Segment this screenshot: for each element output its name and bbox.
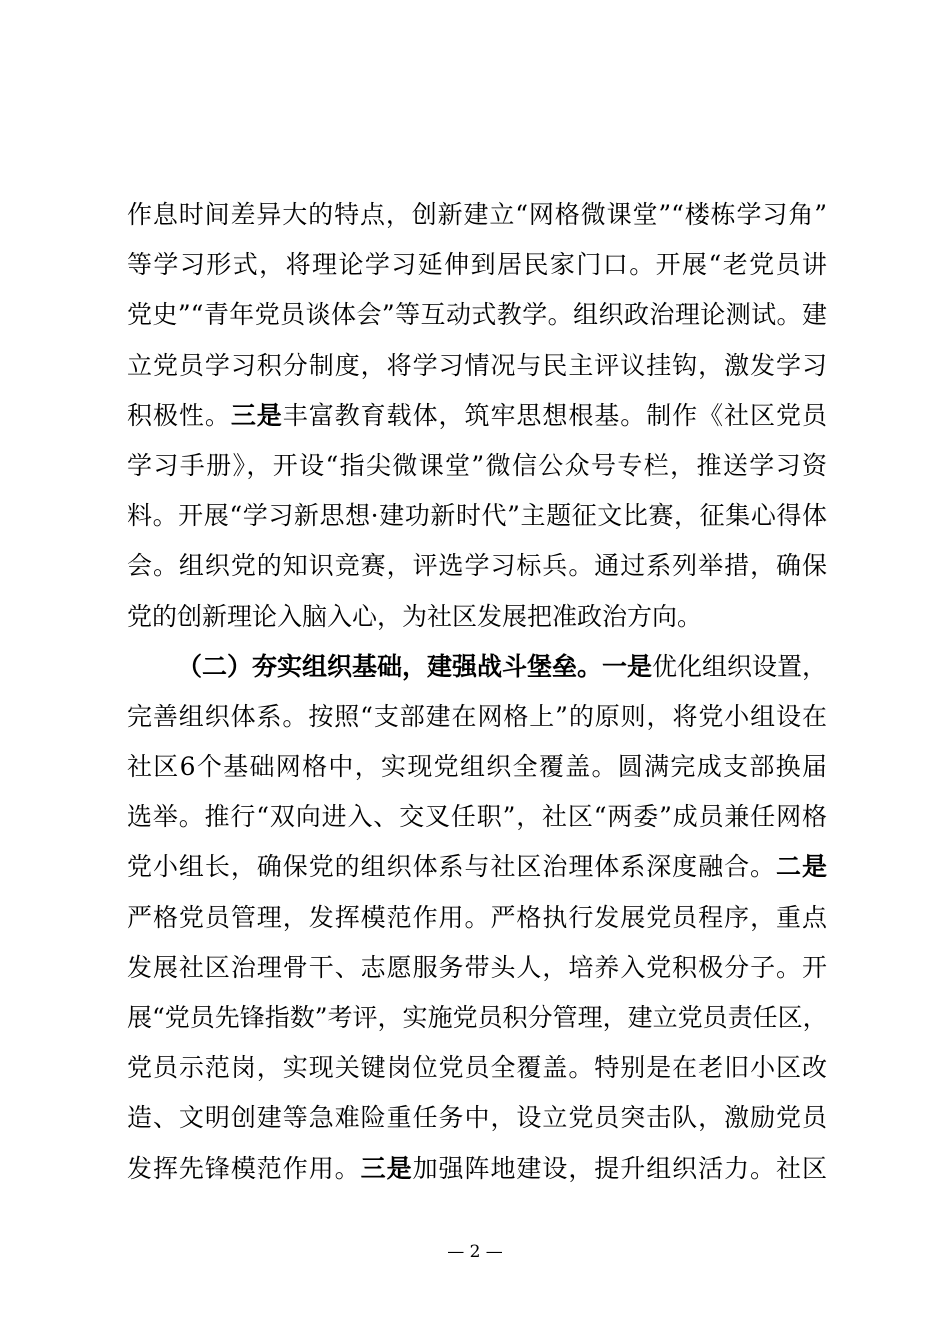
- body-text: 积极性。: [127, 400, 231, 430]
- body-line: 党员示范岗，实现关键岗位党员全覆盖。特别是在老旧小区改: [127, 1053, 827, 1083]
- section-heading-line: [127, 642, 827, 692]
- body-line: 选举。推行“双向进入、交叉任职”，社区“两委”成员兼任网格: [127, 802, 827, 832]
- body-line: 料。开展“学习新思想·建功新时代”主题征文比赛，征集心得体: [127, 501, 827, 531]
- body-line: 党的创新理论入脑入心，为社区发展把准政治方向。: [127, 601, 703, 631]
- body-line: 学习手册》，开设“指尖微课堂”微信公众号专栏，推送学习资: [127, 450, 827, 480]
- document-body: [127, 190, 827, 1194]
- body-text: 丰富教育载体，筑牢思想根基。制作《社区党员: [282, 400, 827, 430]
- section-heading: （二）夯实组织基础，建强战斗堡垒。: [177, 651, 603, 681]
- body-line: 党史”“青年党员谈体会”等互动式教学。组织政治理论测试。建: [127, 300, 827, 330]
- body-line: 完善组织体系。按照“支部建在网格上”的原则，将党小组设在: [127, 701, 827, 731]
- emphasis-label: 一是: [602, 651, 653, 681]
- body-line: 社区6个基础网格中，实现党组织全覆盖。圆满完成支部换届: [127, 752, 827, 782]
- body-text: 党小组长，确保党的组织体系与社区治理体系深度融合。: [127, 852, 777, 882]
- body-text: 发挥先锋模范作用。: [127, 1153, 361, 1183]
- body-line: 立党员学习积分制度，将学习情况与民主评议挂钩，激发学习: [127, 350, 827, 380]
- emphasis-label: 三是: [230, 400, 283, 430]
- body-line: 展“党员先锋指数”考评，实施党员积分管理，建立党员责任区，: [127, 1003, 828, 1032]
- body-line: 发展社区治理骨干、志愿服务带头人，培养入党积极分子。开: [127, 952, 827, 982]
- body-line: [127, 391, 827, 441]
- body-text: 优化组织设置，: [652, 651, 828, 681]
- body-text: 加强阵地建设，提升组织活力。社区: [412, 1153, 827, 1183]
- body-line: 作息时间差异大的特点，创新建立“网格微课堂”“楼栋学习角”: [127, 200, 827, 229]
- page-number: — 2 —: [447, 1242, 503, 1262]
- emphasis-label: 三是: [360, 1153, 413, 1183]
- body-line: [127, 842, 827, 892]
- body-line: 严格党员管理，发挥模范作用。严格执行发展党员程序，重点: [127, 902, 827, 932]
- body-line: 等学习形式，将理论学习延伸到居民家门口。开展“老党员讲: [127, 250, 827, 280]
- body-line: 造、文明创建等急难险重任务中，设立党员突击队，激励党员: [127, 1103, 827, 1133]
- emphasis-label: 二是: [776, 852, 827, 882]
- body-line: [127, 1144, 827, 1194]
- body-line: 会。组织党的知识竞赛，评选学习标兵。通过系列举措，确保: [127, 551, 827, 581]
